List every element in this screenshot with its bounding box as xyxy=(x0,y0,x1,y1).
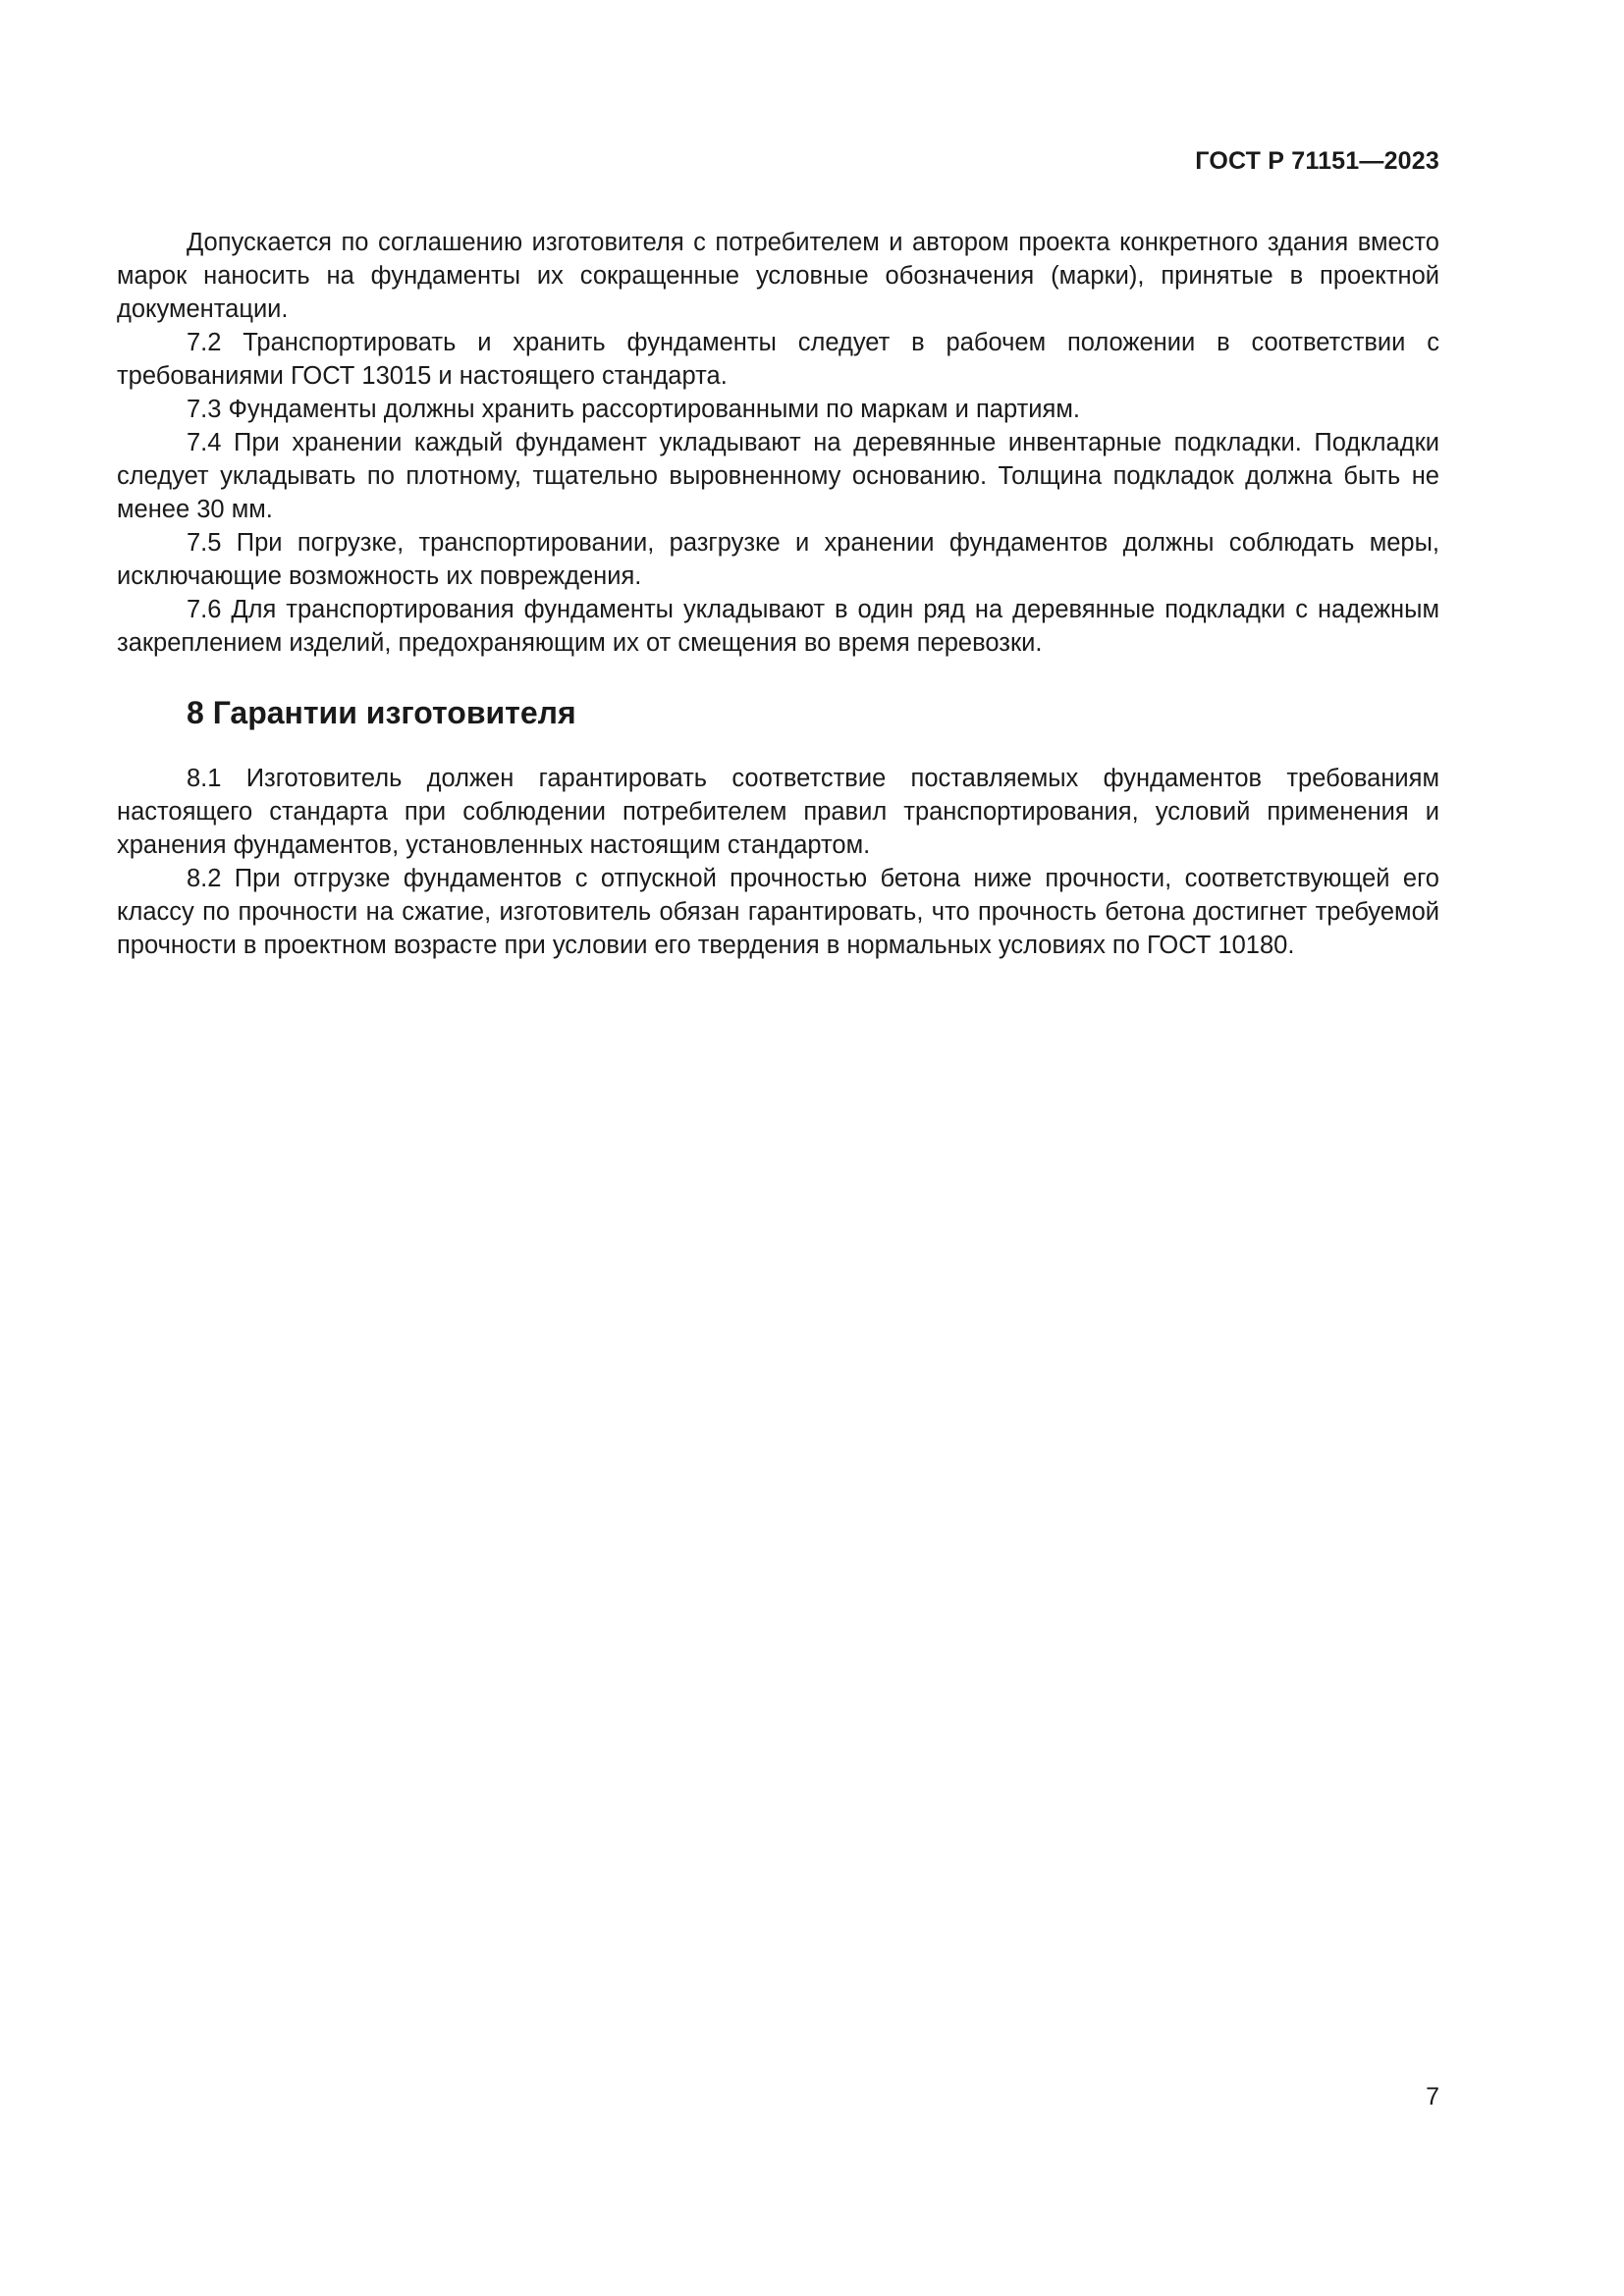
paragraph-7-6: 7.6 Для транспортирования фундаменты укладывают в один ряд на деревянные подкладки с надежным закреплением изделий, предохраняющим их от смещения во время перевозки. xyxy=(117,596,1439,657)
document-code: ГОСТ Р 71151—2023 xyxy=(1195,147,1439,175)
paragraph-8-1: 8.1 Изготовитель должен гарантировать соответствие поставляемых фундаментов требованиям настоящего стандарта при соблюдении потребителем правил транспортирования, условий применения и хранения фундаментов, установленных настоящим стандартом. xyxy=(117,765,1439,859)
paragraph-7-4: 7.4 При хранении каждый фундамент укладывают на деревянные инвентарные подкладки. Подкладки следует укладывать по плотному, тщательно выровненному основанию. Толщина подкладок должна быть не менее 30 мм. xyxy=(117,429,1439,523)
paragraph-7-2: 7.2 Транспортировать и хранить фундаменты следует в рабочем положении в соответствии с требованиями ГОСТ 13015 и настоящего стандарта. xyxy=(117,329,1439,390)
paragraph-7-3: 7.3 Фундаменты должны хранить рассортированными по маркам и партиям. xyxy=(187,396,1080,423)
paragraph-designation-note: Допускается по соглашению изготовителя с потребителем и автором проекта конкретного здания вместо марок наносить на фундаменты их сокращенные условные обозначения (марки), принятые в проектной документации. xyxy=(117,229,1439,323)
page-content xyxy=(117,226,1439,962)
paragraph-8-2: 8.2 При отгрузке фундаментов с отпускной прочностью бетона ниже прочности, соответствующей его классу по прочности на сжатие, изготовитель обязан гарантировать, что прочность бетона достигнет требуемой прочности в проектном возрасте при условии его твердения в нормальных условиях по ГОСТ 10180. xyxy=(117,865,1439,959)
section-8-heading: 8 Гарантии изготовителя xyxy=(187,695,576,730)
page-number: 7 xyxy=(1426,2083,1439,2110)
paragraph-7-5: 7.5 При погрузке, транспортировании, разгрузке и хранении фундаментов должны соблюдать меры, исключающие возможность их повреждения. xyxy=(117,529,1439,590)
